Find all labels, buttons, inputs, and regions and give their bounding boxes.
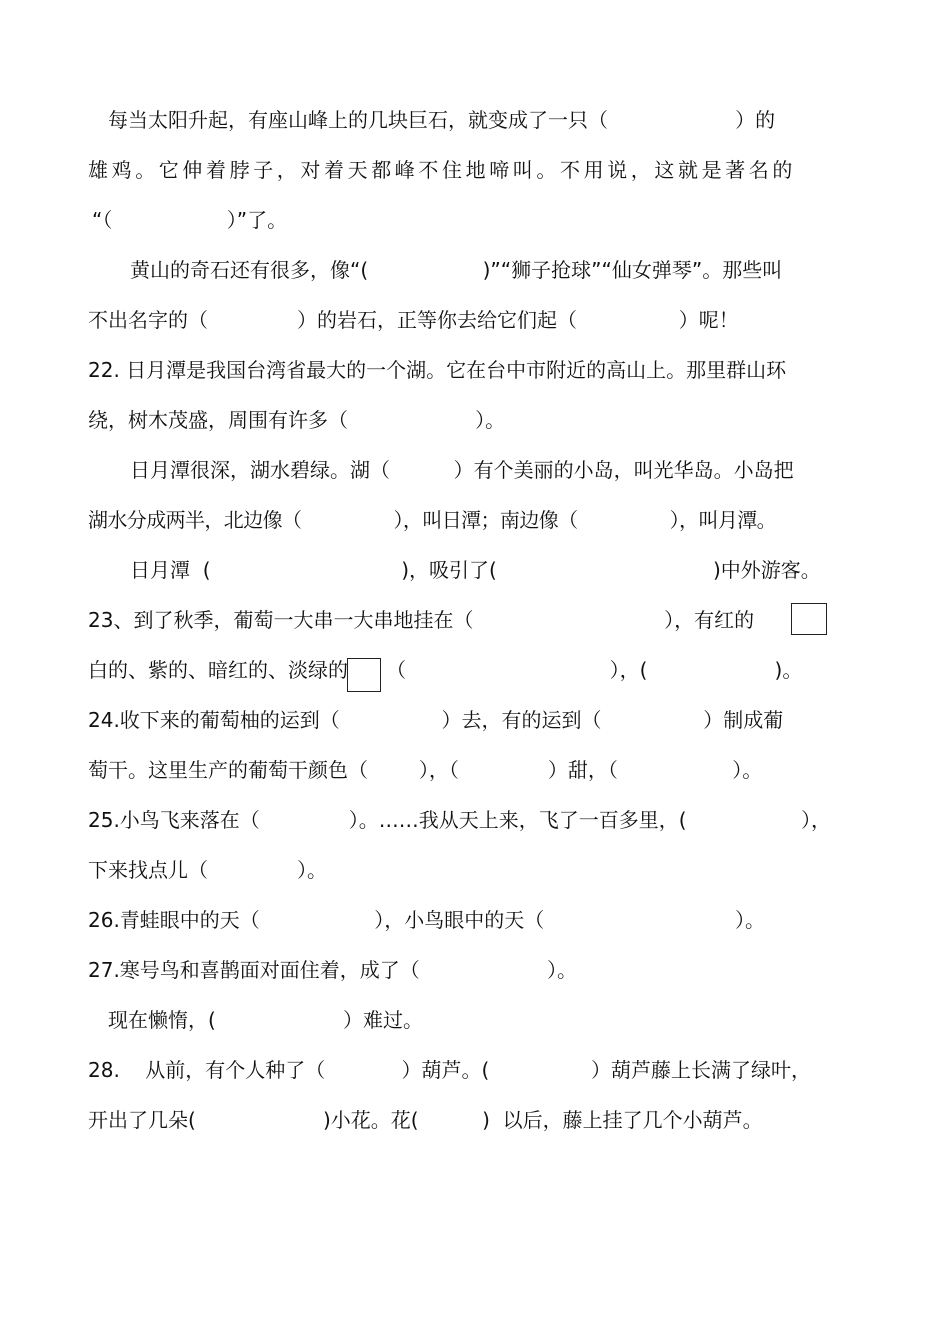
text-line-13: 24.收下来的葡萄柚的运到（ ）去，有的运到（ ）制成葡 [88,708,784,732]
answer-box-1 [791,603,827,635]
text-line-14: 萄干。这里生产的葡萄干颜色（ ），（ ）甜，（ ）。 [88,758,763,782]
text-line-5: 不出名字的（ ）的岩石，正等你去给它们起（ ）呢！ [88,308,739,332]
text-line-11: 23、到了秋季，葡萄一大串一大串地挂在（ ），有红的 [88,608,755,632]
text-line-10: 日月潭 ( )，吸引了( )中外游客。 [130,558,821,582]
text-line-2: 雄鸡。它伸着脖子，对着天都峰不住地啼叫。不用说，这就是著名的 [88,158,796,182]
text-line-7: 绕，树木茂盛，周围有许多（ ）。 [88,408,506,432]
text-line-1: 每当太阳升起，有座山峰上的几块巨石，就变成了一只（ ）的 [108,108,776,132]
text-line-9: 湖水分成两半，北边像（ ），叫日潭；南边像（ ），叫月潭。 [88,508,777,532]
text-line-21: 开出了几朵( )小花。花( ) 以后，藤上挂了几个小葫芦。 [88,1108,763,1132]
text-line-20: 28. 从前，有个人种了（ ）葫芦。( ）葫芦藤上长满了绿叶， [88,1058,812,1082]
answer-box-2 [347,658,381,692]
text-line-15: 25.小鸟飞来落在（ ）。……我从天上来，飞了一百多里，( ）， [88,808,832,832]
text-line-4: 黄山的奇石还有很多，像“( )”“狮子抢球”“仙女弹琴”。那些叫 [130,258,783,282]
text-line-18: 27.寒号鸟和喜鹊面对面住着，成了（ ）。 [88,958,577,982]
text-line-8: 日月潭很深，湖水碧绿。湖（ ）有个美丽的小岛，叫光华岛。小岛把 [130,458,794,482]
text-line-19: 现在懒惰，( ）难过。 [108,1008,423,1032]
text-line-17: 26.青蛙眼中的天（ ），小鸟眼中的天（ ）。 [88,908,765,932]
text-line-6: 22. 日月潭是我国台湾省最大的一个湖。它在台中市附近的高山上。那里群山环 [88,358,787,382]
text-line-12: 白的、紫的、暗红的、淡绿的 （ ），( )。 [88,658,803,682]
text-line-16: 下来找点儿（ ）。 [88,858,328,882]
text-line-3: “（ ）”了。 [92,208,288,232]
